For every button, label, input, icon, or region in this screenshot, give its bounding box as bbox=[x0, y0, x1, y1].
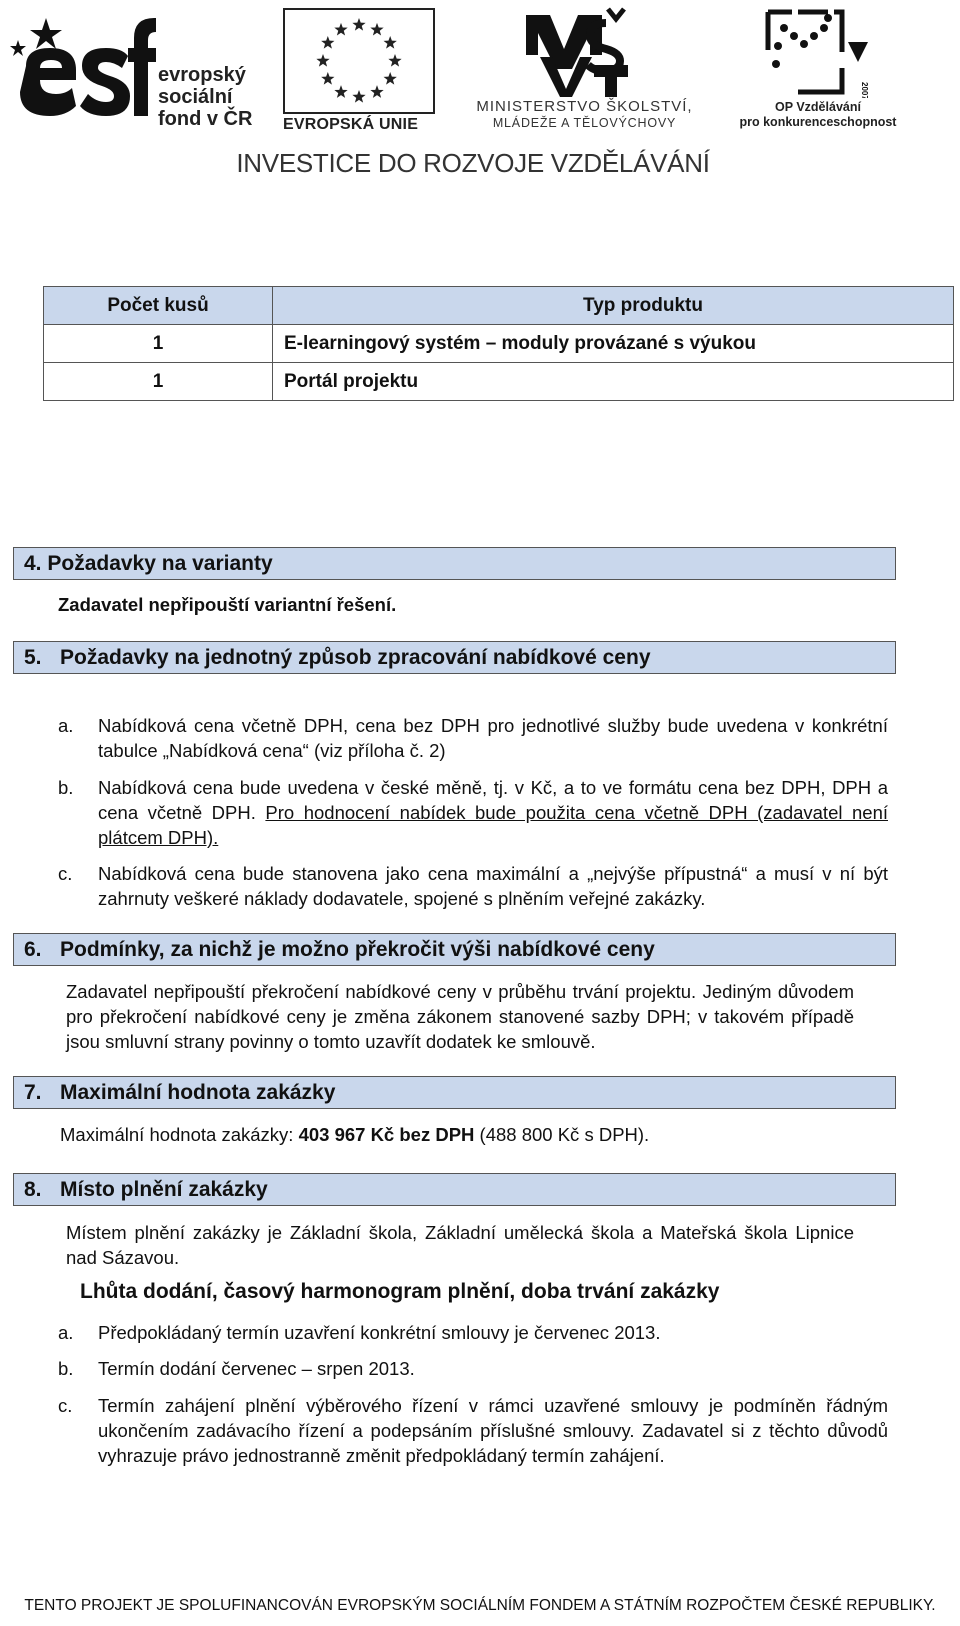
product-table bbox=[43, 286, 954, 401]
investice-text: INVESTICE DO ROZVOJE VZDĚLÁVÁNÍ bbox=[236, 148, 710, 178]
section-8-text: Místem plnění zakázky je Základní škola, Základní umělecká škola a Mateřská škola Lipnice nad Sázavou. bbox=[66, 1222, 854, 1268]
esf-line-1: evropský bbox=[158, 64, 246, 86]
section-4-title: 4. Požadavky na varianty bbox=[24, 552, 273, 575]
section-5-title: Požadavky na jednotný způsob zpracování nabídkové ceny bbox=[60, 646, 651, 669]
msmt-logo-icon bbox=[520, 5, 630, 97]
section-8-title: Místo plnění zakázky bbox=[60, 1178, 268, 1201]
section-4-text: Zadavatel nepřipouští variantní řešení. bbox=[58, 594, 397, 615]
op-years: 2007-13 bbox=[860, 82, 869, 98]
op-line-2: pro konkurenceschopnost bbox=[739, 115, 897, 129]
section-4-header bbox=[13, 547, 896, 580]
list-item: a. Nabídková cena včetně DPH, cena bez DPH pro jednotlivé služby bude uvedena v konkrétní tabulce „Nabídková cena“ (viz příloha č. 2) bbox=[58, 715, 888, 761]
esf-mark-icon bbox=[6, 8, 156, 140]
cell-product: Portál projektu bbox=[273, 363, 954, 401]
section-9-title: Lhůta dodání, časový harmonogram plnění, doba trvání zakázky bbox=[80, 1280, 720, 1303]
cell-product: E-learningový systém – moduly provázané s výukou bbox=[273, 325, 954, 363]
table-row bbox=[44, 363, 954, 401]
cell-count: 1 bbox=[44, 363, 273, 401]
investice-banner bbox=[0, 148, 960, 179]
underlined-note: Pro hodnocení nabídek bude použita cena včetně DPH (zadavatel není plátcem DPH). bbox=[98, 802, 888, 848]
list-item: c. Termín zahájení plnění výběrového řízení v rámci uzavřené smlouvy je podmíněn řádným ukončením zadávacího řízení a podepsáním příslušné smlouvy. Zadavatel si z těchto důvodů vyhrazuje právo jednostranně změnit předpokládaný termín zahájení. bbox=[58, 1395, 888, 1466]
esf-logo bbox=[6, 8, 268, 140]
section-8-header: 8. Místo plnění zakázky bbox=[13, 1173, 896, 1206]
col-header-count: Počet kusů bbox=[44, 287, 273, 325]
eu-label: EVROPSKÁ UNIE bbox=[283, 116, 419, 133]
msmt-text bbox=[452, 98, 717, 130]
msmt-line-1: MINISTERSTVO ŠKOLSTVÍ, bbox=[476, 98, 693, 115]
footer-text: TENTO PROJEKT JE SPOLUFINANCOVÁN EVROPSKÝM SOCIÁLNÍM FONDEM A STÁTNÍM ROZPOČTEM ČESKÉ REPUBLIKY. bbox=[24, 1597, 936, 1614]
esf-line-3: fond v ČR bbox=[158, 108, 253, 130]
esf-line-2: sociální bbox=[158, 86, 233, 108]
section-5-header: 5. Požadavky na jednotný způsob zpracování nabídkové ceny bbox=[13, 641, 896, 674]
max-value: 403 967 Kč bez DPH bbox=[298, 1124, 475, 1145]
section-6-title: Podmínky, za nichž je možno překročit výši nabídkové ceny bbox=[60, 938, 655, 961]
section-7-text: Maximální hodnota zakázky: 403 967 Kč bez DPH (488 800 Kč s DPH). bbox=[60, 1124, 650, 1145]
list-item: a. Předpokládaný termín uzavření konkrétní smlouvy je červenec 2013. bbox=[58, 1322, 661, 1343]
esf-wordmark bbox=[158, 64, 252, 130]
table-row bbox=[44, 325, 954, 363]
section-7-header: 7. Maximální hodnota zakázky bbox=[13, 1076, 896, 1109]
op-text bbox=[728, 100, 908, 130]
op-vzdelavani-logo-icon bbox=[758, 6, 878, 98]
col-header-product: Typ produktu bbox=[273, 287, 954, 325]
table-header-row bbox=[44, 287, 954, 325]
section-7-title: Maximální hodnota zakázky bbox=[60, 1081, 336, 1104]
eu-flag-icon bbox=[283, 8, 435, 126]
msmt-line-2: MLÁDEŽE A TĚLOVÝCHOVY bbox=[492, 116, 677, 130]
list-item: b. Termín dodání červenec – srpen 2013. bbox=[58, 1358, 415, 1379]
list-item: c. Nabídková cena bude stanovena jako cena maximální a „nejvýše přípustná“ a musí v ní být zahrnuty veškeré náklady dodavatele, spojené s plněním veřejné zakázky. bbox=[58, 863, 888, 909]
cell-count: 1 bbox=[44, 325, 273, 363]
section-6-header: 6. Podmínky, za nichž je možno překročit výši nabídkové ceny bbox=[13, 933, 896, 966]
op-line-1: OP Vzdělávání bbox=[775, 100, 861, 114]
section-6-text: Zadavatel nepřipouští překročení nabídkové ceny v průběhu trvání projektu. Jediným důvodem pro překročení nabídkové ceny je změna zákonem stanovené sazby DPH; v takovém případě jsou smluvní strany povinny o tomto uzavřít dodatek ke smlouvě. bbox=[66, 981, 854, 1052]
list-item: b. Nabídková cena bude uvedena v české měně, tj. v Kč, a to ve formátu cena bez DPH, DPH a cena včetně DPH. Pro hodnocení nabídek bude použita cena včetně DPH (zadavatel není plátcem DPH). bbox=[58, 777, 888, 848]
